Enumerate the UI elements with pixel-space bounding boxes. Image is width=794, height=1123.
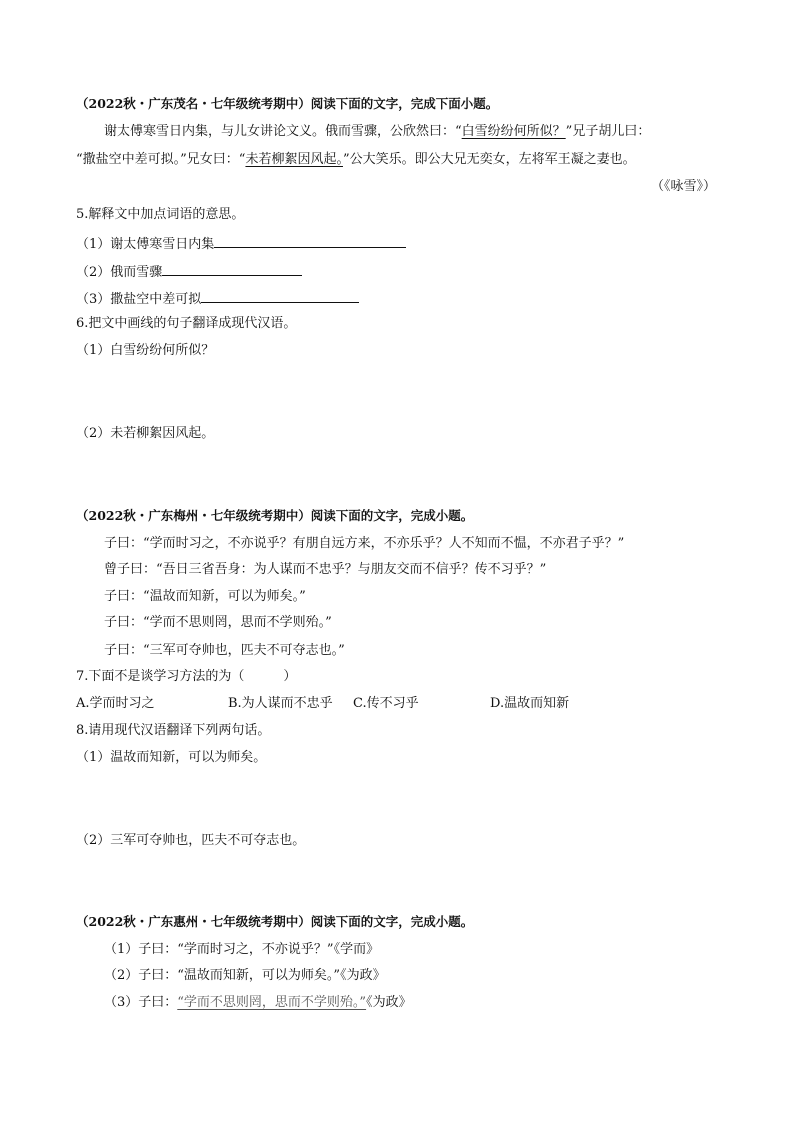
s3-line1: （1）子曰：“学而时习之，不亦说乎？”《学而》 <box>104 942 380 957</box>
q5-item3-text: （3）撒盐空中差可拟 <box>76 292 202 307</box>
s2-line3: 子曰：“温故而知新，可以为师矣。” <box>104 589 306 604</box>
q5-item3-answer-blank[interactable] <box>201 288 359 303</box>
s2-line2: 曾子曰：“吾日三省吾身：为人谋而不忠乎？与朋友交而不信乎？传不习乎？” <box>104 562 547 577</box>
q5-item1 <box>76 233 406 253</box>
s3-underlined-quote: “学而不思则罔，思而不学则殆。” <box>177 995 367 1010</box>
q5-item1-answer-blank[interactable] <box>214 233 406 248</box>
s3-line3-text-b: 《为政》 <box>366 995 412 1010</box>
s2-line1: 子曰：“学而时习之，不亦说乎？有朋自远方来，不亦乐乎？人不知而不愠，不亦君子乎？” <box>104 536 625 551</box>
s1-p1-text-a: 谢太傅寒雪日内集，与儿女讲论文义。俄而雪骤，公欣然曰：“ <box>104 124 462 139</box>
q5-item2-text: （2）俄而雪骤 <box>76 265 163 280</box>
s2-line5: 子曰：“三军可夺帅也，匹夫不可夺志也。” <box>104 643 345 658</box>
q6-item1: （1）白雪纷纷何所似？ <box>76 343 215 358</box>
s1-underlined-sentence1: 白雪纷纷何所似？ <box>461 124 566 139</box>
s1-p2-text-a: “撒盐空中差可拟。”兄女曰：“ <box>76 152 246 167</box>
s1-underlined-sentence2: 未若柳絮因风起。 <box>245 152 343 167</box>
q8-item2: （2）三军可夺帅也，匹夫不可夺志也。 <box>76 833 306 848</box>
section1-header: （2022秋・广东茂名・七年级统考期中）阅读下面的文字，完成下面小题。 <box>76 96 499 111</box>
s3-line2: （2）子曰：“温故而知新，可以为师矣。”《为政》 <box>104 968 386 983</box>
s3-line3-text-a: （3）子曰： <box>104 995 178 1010</box>
q5-item1-text: （1）谢太傅寒雪日内集 <box>76 237 215 252</box>
question8: 8.请用现代汉语翻译下列两句话。 <box>76 723 271 738</box>
question6: 6.把文中画线的句子翻译成现代汉语。 <box>76 316 297 331</box>
q6-item2: （2）未若柳絮因风起。 <box>76 426 215 441</box>
q7-option-c[interactable]: C.传不习乎 <box>353 696 419 711</box>
s2-line4: 子曰：“学而不思则罔，思而不学则殆。” <box>104 615 332 630</box>
s1-p1-text-b: ”兄子胡儿曰： <box>565 124 651 139</box>
s1-source: （《咏雪》） <box>650 179 716 194</box>
q7-option-a[interactable]: A.学而时习之 <box>76 696 155 711</box>
q5-item2 <box>76 261 302 281</box>
q8-item1: （1）温故而知新，可以为师矣。 <box>76 750 267 765</box>
s3-line3 <box>104 993 412 1013</box>
question7: 7.下面不是谈学习方法的为（ ） <box>76 669 297 684</box>
s1-p2-text-b: ”公大笑乐。即公大兄无奕女，左将军王凝之妻也。 <box>342 152 636 167</box>
section3-header: （2022秋・广东惠州・七年级统考期中）阅读下面的文字，完成小题。 <box>76 914 474 929</box>
question5: 5.解释文中加点词语的意思。 <box>76 207 245 222</box>
q5-item2-answer-blank[interactable] <box>162 261 302 276</box>
q5-item3 <box>76 288 359 308</box>
s1-paragraph-line2 <box>76 150 636 170</box>
q7-option-b[interactable]: B.为人谋而不忠乎 <box>228 696 333 711</box>
q7-option-d[interactable]: D.温故而知新 <box>490 696 570 711</box>
s1-paragraph-line1 <box>104 122 650 142</box>
section2-header: （2022秋・广东梅州・七年级统考期中）阅读下面的文字，完成小题。 <box>76 508 474 523</box>
